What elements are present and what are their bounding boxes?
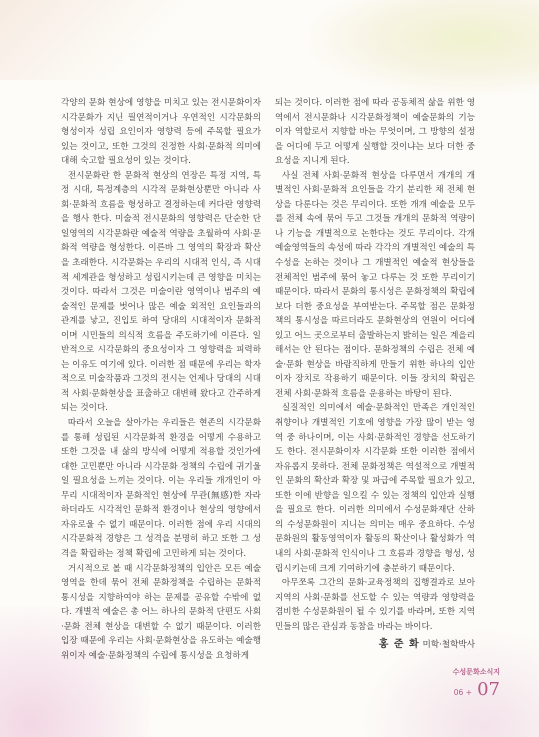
author-title: 미학·철학박사 <box>419 640 475 651</box>
paragraph: 사실 전체 사회·문화적 현상을 다루면서 개개의 개별적인 사회·문화적 요인들을 각기 분리한 채 전체 현상을 다룬다는 것은 무리이다. 또한 개개 예술을 모두를 전체 속에 묶어 두고 그것들 개개의 문화적 역량이나 기능을 개별적으로 논한다는 것도 무리이다. 각개 예술영역들의 속성에 따라 각각의 개별적인 예술의 특수성을 논하는 것이나 그 개별적인 예술적 현상들을 전체적인 범주에 묶어 놓고 다루는 것 또한 무리이기 때문이다. 따라서 문화의 통시성은 문화정책의 확립에 보다 더한 중요성을 부여받는다. 주목할 점은 문화정책의 통시성을 따르더라도 문화현상의 연원이 어디에 있고 어느 곳으로부터 출발하는지 밝히는 일은 계을리 해서는 안 된다는 점이다. 문화정책의 수립은 전체 예술·문화 현상을 바람직하게 만들기 위한 하나의 입안이자 장치로 작용하기 때문이다. 이들 장치의 확립은 전체 사회·문화적 흐름을 운용하는 바탕이 된다. <box>275 170 475 399</box>
left-text-column <box>61 96 261 663</box>
paragraph: 아무쪼록 그간의 문화·교육정책의 집행결과로 보아 지역의 사회·문화를 선도할 수 있는 역량과 영향력을 겸비한 수성문화원이 될 수 있기를 바라며, 또한 지역민들의 많은 관심과 동참을 바라는 바이다. <box>275 578 475 632</box>
page-number-line <box>420 679 500 700</box>
decorative-wash-top-left <box>0 0 200 80</box>
paragraph: 전시문화란 한 문화적 현상의 연장은 특정 지역, 특정 시대, 특정계층의 시각적 문화현상뿐만 아니라 사회·문화적 흐름을 형성하고 결정하는데 커다란 영향력을 행사 한다. 미술적 전시문화의 영향력은 단순한 단일영역의 시각문화란 예술적 역량을 초월하여 사회·문화적 역량을 형성한다. 이른바 그 영역의 확장과 확산을 초래한다. 시각문화는 우리의 시대적 인식, 즉 시대적 세계관을 형성하고 성립시키는데 큰 영향을 미치는 것이다. 따라서 그것은 미술이란 영역이나 범주의 예술적인 문제를 벗어나 많은 예술 외적인 요인들과의 관계를 낳고, 진입토 하여 당대의 시대적이자 문화적이며 시민들의 의식적 흐름을 주도하기에 이른다. 일반적으로 시각문화의 중요성이자 그 영향력을 피력하는 이유도 여기에 있다. 이러한 점 때문에 우리는 학자적으로 미술작품과 그것의 전시는 언제나 당대의 시대적 사회·문화현상을 표출하고 대변해 왔다고 간주하게 되는 것이다. <box>61 170 261 414</box>
author-signature <box>275 638 475 653</box>
page-footer <box>420 667 500 700</box>
author-name: 홍 준 화 <box>378 639 420 651</box>
decorative-wash-top-right <box>309 0 539 95</box>
issue-number: 06 + <box>453 688 472 697</box>
paragraph: 거시적으로 볼 때 시각문화정책의 입안은 모든 예술영역을 한데 묶어 전체 문화정책을 수립하는 문화적 통시성을 지향하여야 하는 문제를 공유할 수밖에 없다. 개별적 예술은 총 어느 하나의 문화적 단편도 사회·문화 전체 현상을 대변할 수 없기 때문이다. 이러한 입장 때문에 우리는 사회·문화현상을 유도하는 예술행위이자 예술·문화정책의 수립에 통시성을 요청하게 <box>61 563 261 661</box>
paragraph: 따라서 오늘을 살아가는 우리들은 현존의 시각문화를 통해 성립된 시각문화적 환경을 어떻게 수용하고 또한 그것을 내 삶의 방식에 어떻게 적용할 것인가에 대한 고민뿐만 아니라 시각문화 정책의 수립에 귀기울일 필요성을 느끼는 것이다. 이는 우리들 개개인이 아무리 시대적이자 문화적인 현상에 무관(無感)한 자라 하더라도 시각적인 문화적 환경이나 현상의 영향에서 자유로울 수 없기 때문이다. 이러한 점에 우리 시대의 시각문화적 경향은 그 성격을 분명히 하고 또한 그 성격을 확립하는 정책 확립에 고민하게 되는 것이다. <box>61 418 261 559</box>
right-text-column <box>275 96 475 653</box>
page-number: 07 <box>477 679 500 700</box>
paragraph: 실질적인 의미에서 예술·문화적인 만족은 개인적인 취향이나 개별적인 기호에 영향을 가장 많이 받는 영역 중 하나이며, 이는 사회·문화적인 경향을 선도하기도 한다. 전시문화이자 시각문화 또한 이러한 점에서 자유롭지 못하다. 전체 문화정책은 역설적으로 개별적인 문화의 확산과 확장 및 파급에 주목할 필요가 있고, 또한 이에 반향을 일으킬 수 있는 정책의 입안과 실행을 필요로 한다. 이러한 의미에서 수성문화재단 산하의 수성문화원이 지니는 의미는 매우 중요하다. 수성 문화원의 활동영역이자 활동의 확산이나 활성화가 역내의 사회·문화적 인식이나 그 흐름과 경향을 형성, 성립시키는데 크게 기여하기에 충분하기 때문이다. <box>275 403 475 574</box>
paragraph: 각양의 문화 현상에 영향을 미치고 있는 전시문화이자 시각문화가 지닌 필연적이거나 우연적인 시각문화의 형성이자 성립 요인이자 영향력 등에 주목할 필요가 있는 것이고, 또한 그것의 진정한 사회·문화적 의미에 대해 숙고할 필요성이 있는 것이다. <box>61 98 261 167</box>
magazine-title: 수성문화소식지 <box>452 668 500 676</box>
paragraph: 되는 것이다. 이러한 점에 따라 공동체적 삶을 위한 영역에서 전시문화나 시각문화정책이 예술문화의 기능이자 역할로서 지향할 바는 무엇이며, 그 방향의 설정을 어디에 두고 어떻게 실행할 것이냐는 보다 더한 중요성을 지니게 된다. <box>275 98 475 167</box>
